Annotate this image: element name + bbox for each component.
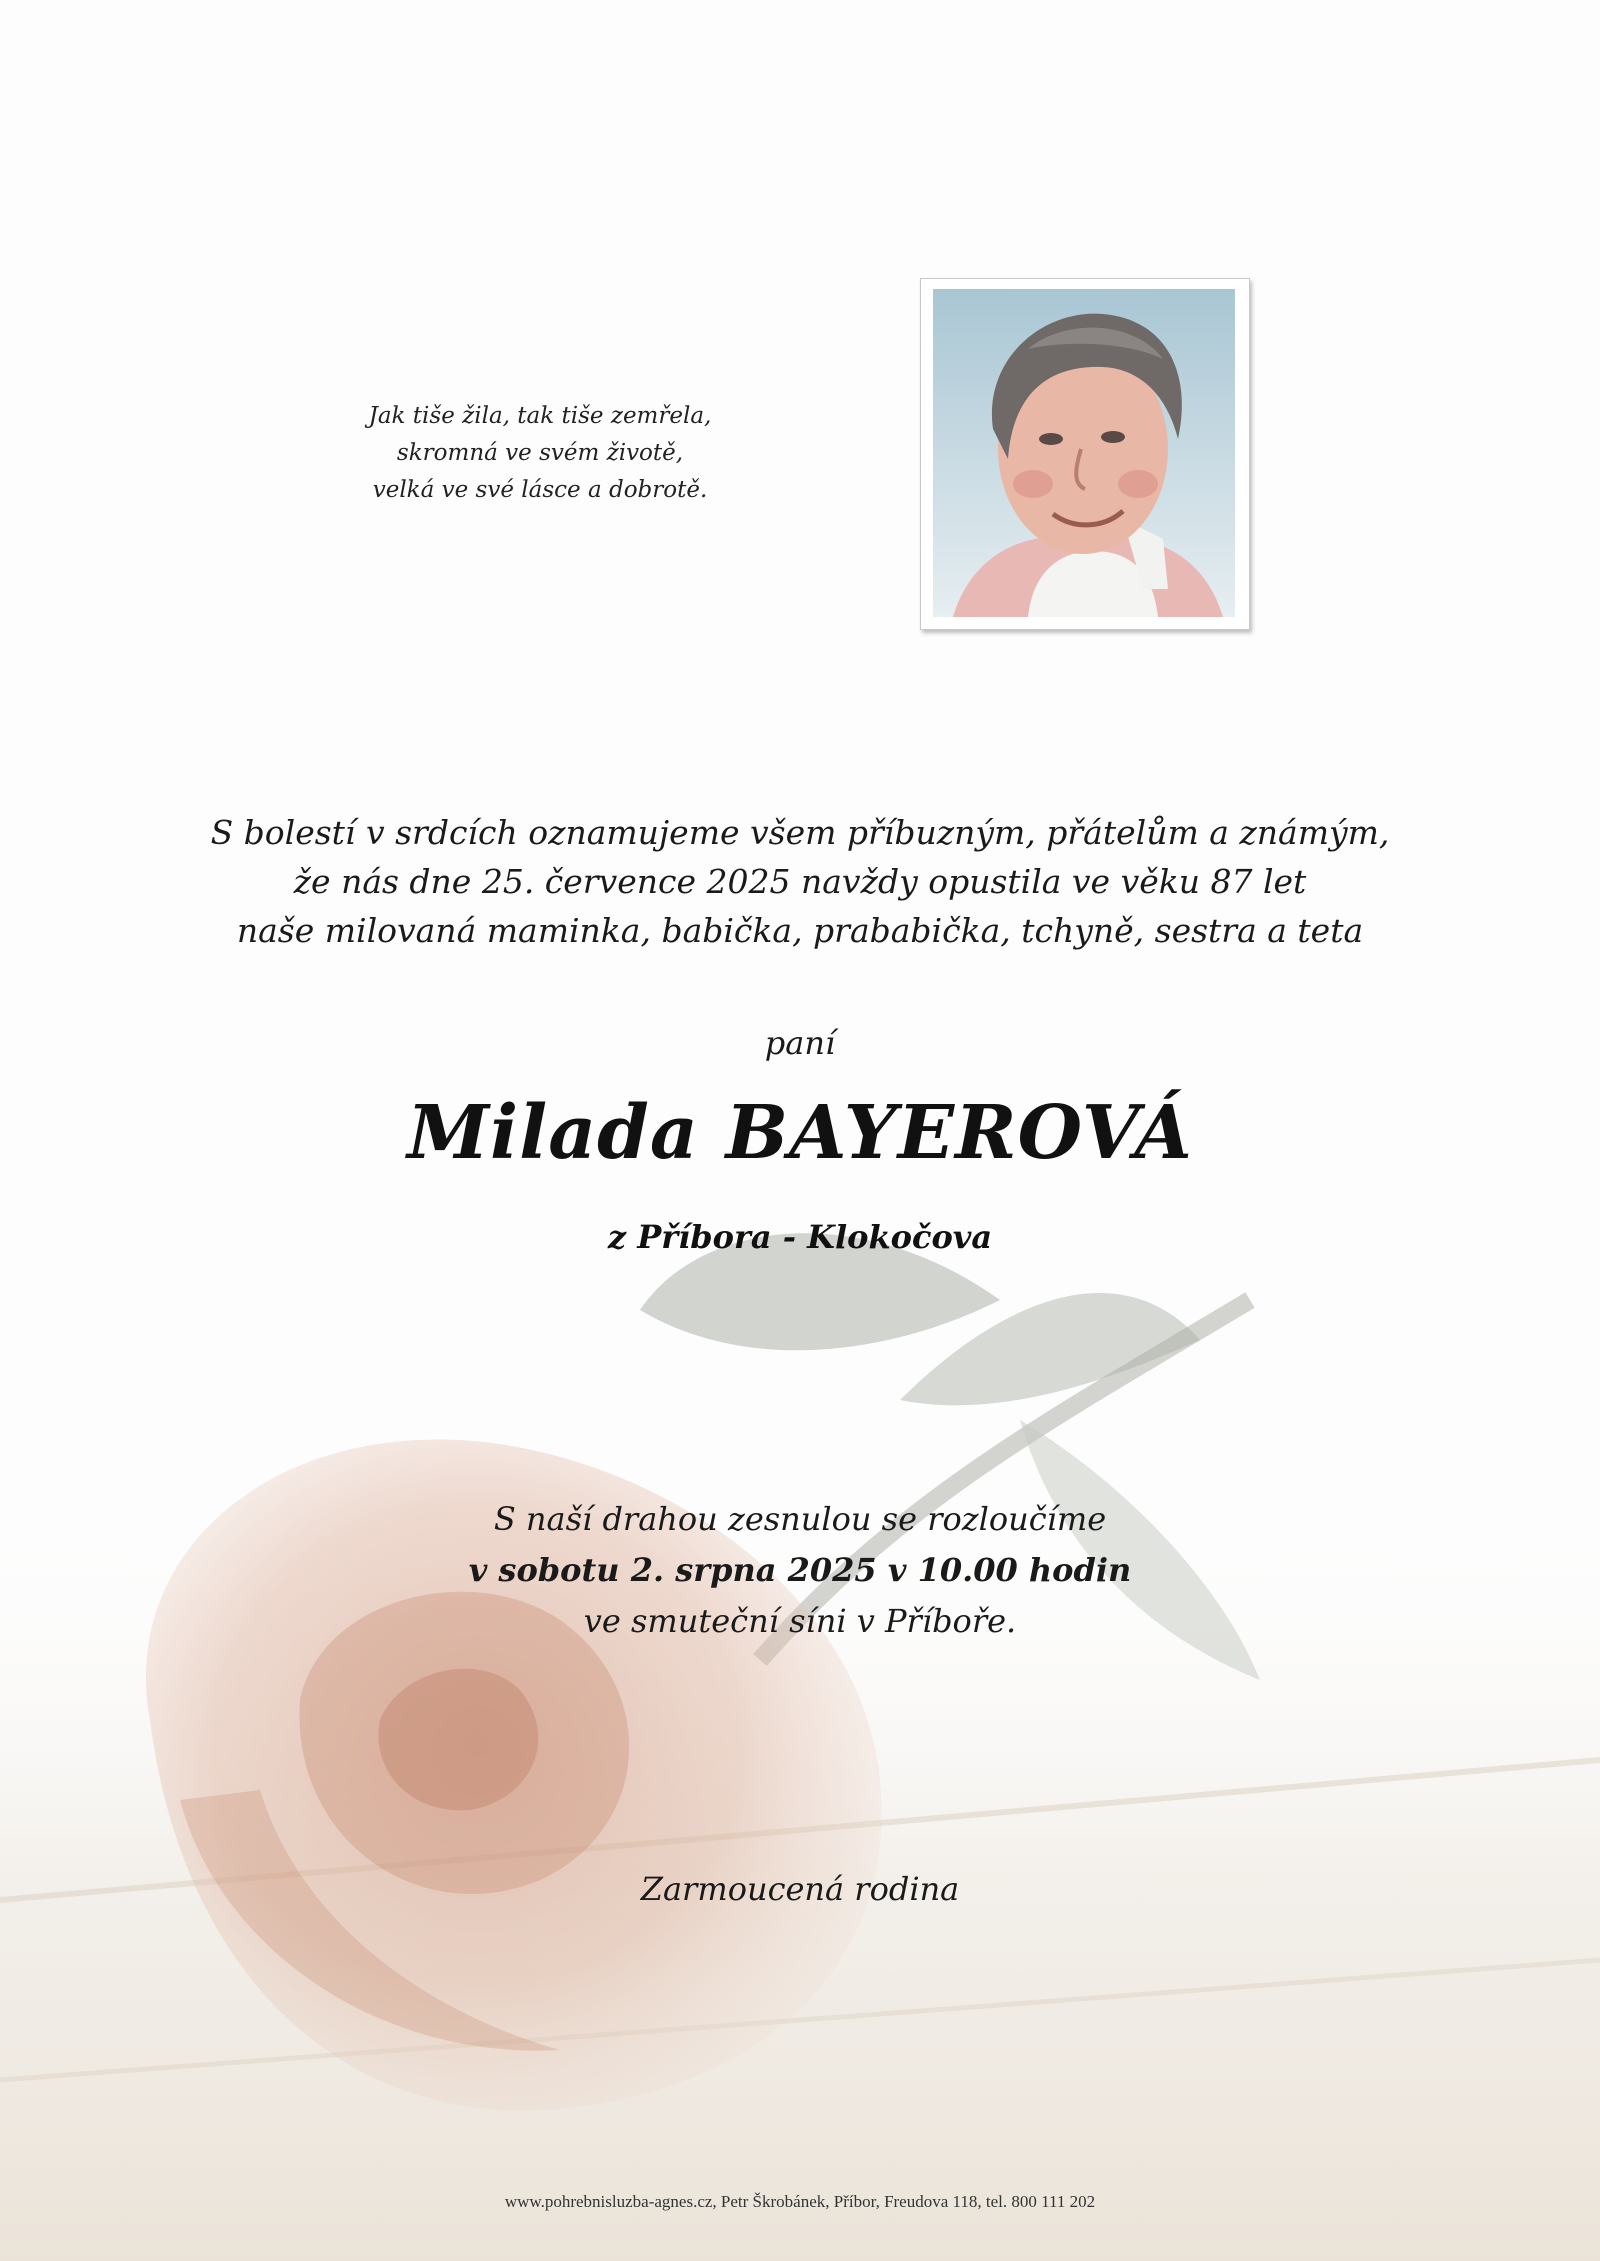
poem bbox=[300, 398, 780, 509]
honorific: paní bbox=[764, 1024, 836, 1062]
announcement-line: naše milovaná maminka, babička, prababička, tchyně, sestra a teta bbox=[236, 911, 1364, 950]
ceremony-date-time: v sobotu 2. srpna 2025 v 10.00 hodin bbox=[468, 1551, 1132, 1589]
ceremony-place: ve smuteční síni v Příboře. bbox=[583, 1602, 1017, 1640]
poem-line: Jak tiše žila, tak tiše zemřela, bbox=[368, 403, 712, 429]
portrait-photo bbox=[933, 289, 1235, 617]
portrait-frame bbox=[920, 278, 1250, 630]
announcement-line: že nás dne 25. července 2025 navždy opustila ve věku 87 let bbox=[293, 862, 1307, 901]
footer-contact: www.pohrebnisluzba-agnes.cz, Petr Škrobánek, Příbor, Freudova 118, tel. 800 111 202 bbox=[504, 2192, 1096, 2211]
poem-line: skromná ve svém životě, bbox=[396, 440, 684, 466]
signature: Zarmoucená rodina bbox=[640, 1870, 960, 1908]
ceremony-line: S naší drahou zesnulou se rozloučíme bbox=[493, 1500, 1107, 1538]
announcement-line: S bolestí v srdcích oznamujeme všem příbuzným, přátelům a známým, bbox=[210, 813, 1390, 852]
deceased-name: Milada BAYEROVÁ bbox=[407, 1090, 1193, 1176]
announcement bbox=[0, 808, 1600, 955]
ceremony-details bbox=[0, 1494, 1600, 1647]
poem-line: velká ve své lásce a dobrotě. bbox=[372, 477, 708, 503]
origin: z Příbora - Klokočova bbox=[607, 1218, 993, 1256]
